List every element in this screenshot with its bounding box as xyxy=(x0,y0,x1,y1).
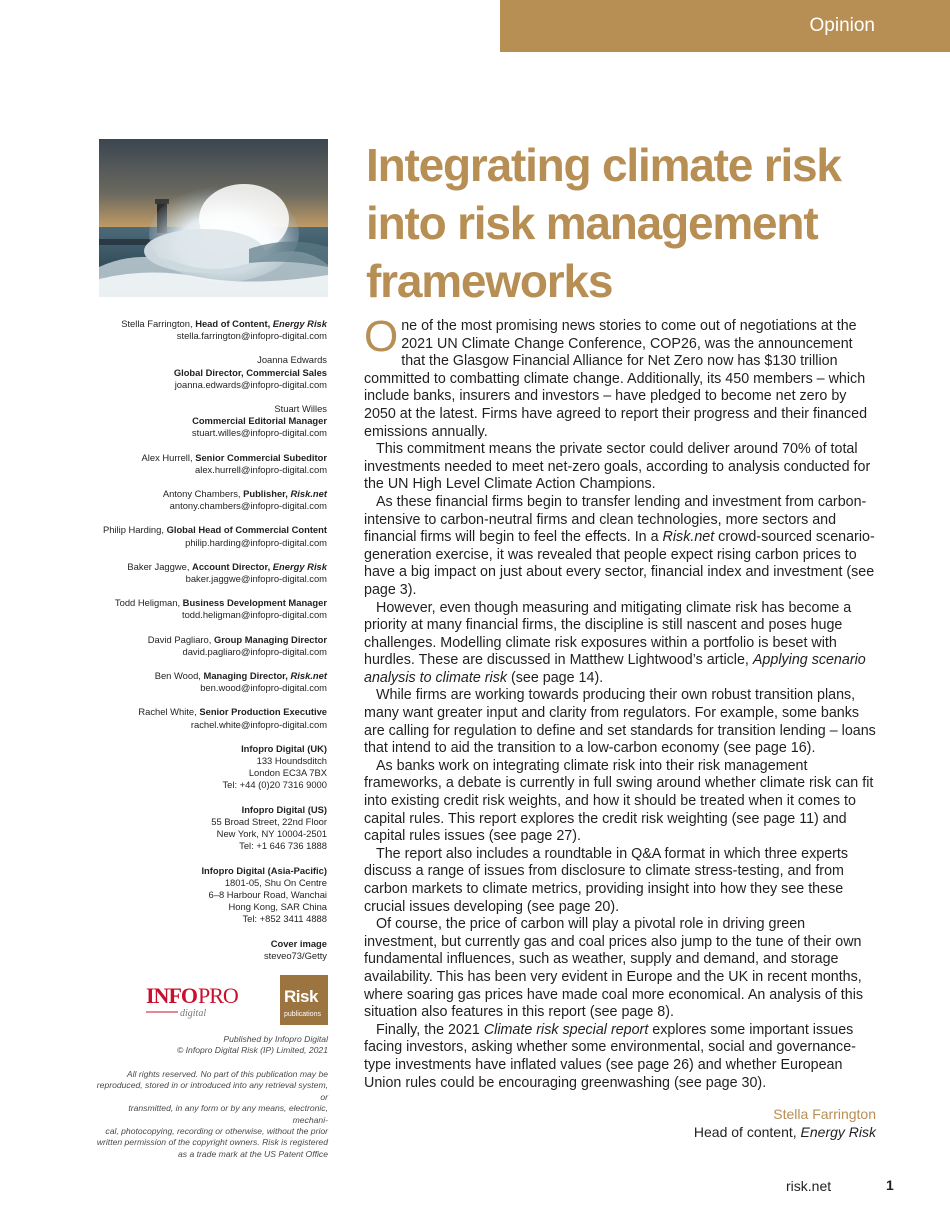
publisher-logos xyxy=(146,975,328,1025)
staff-sidebar xyxy=(95,318,327,974)
article-paragraph-2: This commitment means the private sector could deliver around 70% of total investments needed to meet net-zero goals, according to analysis conducted for the UN High Level Climate Action Champions. xyxy=(364,441,871,493)
contact-email[interactable]: baker.jaggwe@infopro-digital.com xyxy=(185,573,327,585)
contact-rachel-white: Rachel White, Senior Production Executive rachel.white@infopro-digital.com xyxy=(95,706,327,730)
article-paragraph-6: As banks work on integrating climate risk into their risk management frameworks, a debate is currently in full swing around whether climate risk can fit into existing credit risk weights, and how it should be treated when it comes to capital rules. This report explores the credit risk weighting (see page 11) and capital rules issues (see page 27). xyxy=(364,757,874,845)
contact-alex-hurrell: Alex Hurrell, Senior Commercial Subeditor alex.hurrell@infopro-digital.com xyxy=(95,452,327,476)
svg-text:Risk: Risk xyxy=(284,987,318,1006)
contact-email[interactable]: stuart.willes@infopro-digital.com xyxy=(191,427,327,439)
svg-text:PRO: PRO xyxy=(198,983,238,1008)
byline xyxy=(694,1105,876,1141)
contact-ben-wood: Ben Wood, Managing Director, Risk.net ben.wood@infopro-digital.com xyxy=(95,670,327,694)
contact-todd-heligman: Todd Heligman, Business Development Manager todd.heligman@infopro-digital.com xyxy=(95,597,327,621)
contact-email[interactable]: philip.harding@infopro-digital.com xyxy=(185,536,327,548)
byline-role: Head of content, Energy Risk xyxy=(693,1124,876,1140)
contact-antony-chambers: Antony Chambers, Publisher, Risk.net antony.chambers@infopro-digital.com xyxy=(95,488,327,512)
contact-email[interactable]: stella.farrington@infopro-digital.com xyxy=(176,330,327,342)
contact-joanna-edwards: Joanna Edwards Global Director, Commercial Sales joanna.edwards@infopro-digital.com xyxy=(95,354,327,391)
office-asia-pacific: Infopro Digital (Asia-Pacific) 1801-05, Shu On Centre 6–8 Harbour Road, Wanchai Hong Kong, SAR China Tel: +852 3411 4888 xyxy=(201,864,327,925)
risk-publications-logo xyxy=(280,975,328,1025)
svg-text:INFO: INFO xyxy=(146,983,197,1008)
article-paragraph-7: The report also includes a roundtable in Q&A format in which three experts discuss a range of issues from disclosure to climate stress-testing, and from carbon markets to climate metrics, providing insight into how they see these crucial issues developing (see page 20). xyxy=(364,845,849,915)
office-us: Infopro Digital (US) 55 Broad Street, 22nd Floor New York, NY 10004-2501 Tel: +1 646 736 1888 xyxy=(211,803,327,852)
article-paragraph-4: However, even though measuring and mitigating climate risk has become a priority at many financial firms, the discipline is still nascent and poses huge challenges. Modelling climate risk exposures within a portfolio is beset with hurdles. These are discussed in Matthew Lightwood’s article, Applying scenario analysis to climate risk (see page 14). xyxy=(364,599,866,686)
svg-text:publications: publications xyxy=(284,1011,321,1018)
cover-image-credit: Cover image steveo73/Getty xyxy=(263,937,327,961)
article-body xyxy=(364,312,877,1092)
headline: Integrating climate risk into risk management frameworks xyxy=(366,139,841,307)
contact-david-pagliaro: David Pagliaro, Group Managing Director david.pagliaro@infopro-digital.com xyxy=(95,634,327,658)
section-tab xyxy=(500,0,950,52)
contact-email[interactable]: antony.chambers@infopro-digital.com xyxy=(169,500,327,512)
cover-photo-crashing-wave xyxy=(99,139,328,297)
contact-email[interactable]: ben.wood@infopro-digital.com xyxy=(200,682,327,694)
article-paragraph-8: Of course, the price of carbon will play a pivotal role in driving green investment, but currently gas and coal prices also jump to the tune of their own fundamental influences, such as weather, supply and demand, and storage availability. This has been very evident in Europe and the UK in recent months, where soaring gas prices have made coal more economical. An analysis of this situation also features in this report (see page 8). xyxy=(364,916,864,1021)
svg-text:digital: digital xyxy=(180,1008,207,1019)
contact-email[interactable]: david.pagliaro@infopro-digital.com xyxy=(182,645,327,657)
article-paragraph-1: One of the most promising news stories to come out of negotiations at the 2021 UN Climate Change Conference, COP26, was the announcement that the Glasgow Financial Alliance for Net Zero now has $130 trillion committed to combatting climate change. Additionally, its 450 members – which include banks, insurers and investors – have pledged to become net zero by 2050 at the latest. Firms have agreed to report their progress and their financed emissions annually. xyxy=(364,312,868,440)
article-paragraph-3: As these financial firms begin to transfer lending and investment from carbon-intensive to carbon-neutral firms and clean technologies, more sectors and financial firms will begin to feel the effects. In a Risk.net crowd-sourced scenario-generation exercise, it was revealed that people expect rising carbon prices to have a big impact on just about every sector, financial index and investment (see page 3). xyxy=(364,493,875,598)
infopro-digital-logo xyxy=(146,983,238,1019)
article-paragraph-5: While firms are working towards producing their own robust transition plans, many want greater input and clarity from regulators. For example, some banks are calling for regulation to define and set standards for transition lending – loans that intend to aid the transition to a low-carbon economy (see page 16). xyxy=(364,687,876,757)
contact-email[interactable]: alex.hurrell@infopro-digital.com xyxy=(195,463,327,475)
page-number: 1 xyxy=(886,1177,894,1193)
office-uk: Infopro Digital (UK) 133 Houndsditch London EC3A 7BX Tel: +44 (0)20 7316 9000 xyxy=(222,742,327,791)
footer-site-url[interactable]: risk.net xyxy=(786,1178,832,1194)
article-paragraph-9: Finally, the 2021 Climate risk special report explores some important issues facing investors, asking whether some environmental, social and governance-type investments have inflated values (see page 26) and whether European Union rules could be encouraging greenwashing (see page 30). xyxy=(364,1021,856,1091)
contact-email[interactable]: rachel.white@infopro-digital.com xyxy=(190,718,327,730)
contact-email[interactable]: todd.heligman@infopro-digital.com xyxy=(181,609,327,621)
contact-stuart-willes: Stuart Willes Commercial Editorial Manager stuart.willes@infopro-digital.com xyxy=(95,403,327,440)
publisher-note: Published by Infopro Digital © Infopro Digital Risk (IP) Limited, 2021 xyxy=(176,1034,328,1056)
drop-cap: O xyxy=(364,312,399,361)
contact-stella-farrington: Stella Farrington, Head of Content, Energy Risk stella.farrington@infopro-digital.com xyxy=(95,318,327,342)
contact-baker-jaggwe: Baker Jaggwe, Account Director, Energy Risk baker.jaggwe@infopro-digital.com xyxy=(95,561,327,585)
section-label: Opinion xyxy=(809,15,875,36)
contact-email[interactable]: joanna.edwards@infopro-digital.com xyxy=(174,378,327,390)
contact-philip-harding: Philip Harding, Global Head of Commercial Content philip.harding@infopro-digital.com xyxy=(95,524,327,548)
byline-name: Stella Farrington xyxy=(773,1106,876,1122)
rights-notice: All rights reserved. No part of this publication may be reproduced, stored in or introduced into any retrieval system, or transmitted, in any form or by any means, electronic, mechani- cal, photocopying, recording or otherwise, without the prior written permission of the copyright owners. Risk is registered as a trade mark at the US Patent Office xyxy=(96,1069,328,1159)
